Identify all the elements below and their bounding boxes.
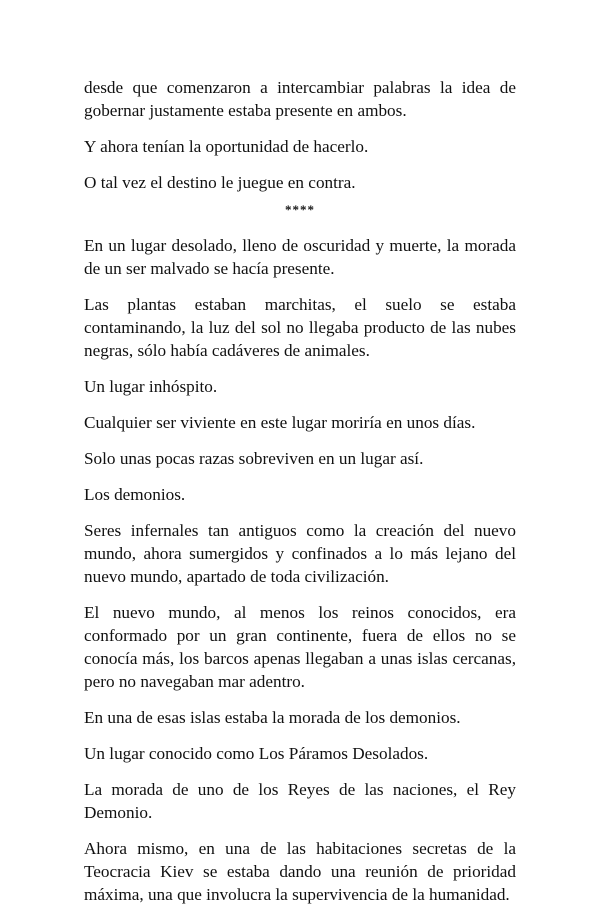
paragraph: Y ahora tenían la oportunidad de hacerlo.: [84, 137, 369, 156]
paragraph: Un lugar inhóspito.: [84, 377, 218, 396]
paragraph: Cualquier ser viviente en este lugar moriría en unos días.: [84, 413, 476, 432]
paragraph: Ahora mismo, en una de las habitaciones secretas de la Teocracia Kiev se estaba dando una reunión de prioridad máxima, una que involucra la supervivencia de la humanidad.: [84, 839, 516, 904]
scene-separator: ****: [285, 202, 315, 217]
paragraph: O tal vez el destino le juegue en contra.: [84, 173, 356, 192]
paragraph: En un lugar desolado, lleno de oscuridad y muerte, la morada de un ser malvado se hacía presente.: [84, 236, 516, 278]
paragraph: Un lugar conocido como Los Páramos Desolados.: [84, 744, 429, 763]
paragraph: Seres infernales tan antiguos como la creación del nuevo mundo, ahora sumergidos y confinados a lo más lejano del nuevo mundo, apartado de toda civilización.: [84, 521, 516, 586]
paragraph: El nuevo mundo, al menos los reinos conocidos, era conformado por un gran continente, fuera de ellos no se conocía más, los barcos apenas llegaban a unas islas cercanas, pero no navegaban mar adentro.: [84, 603, 516, 691]
paragraph: La morada de uno de los Reyes de las naciones, el Rey Demonio.: [84, 780, 516, 822]
paragraph: desde que comenzaron a intercambiar palabras la idea de gobernar justamente estaba presente en ambos.: [84, 78, 516, 120]
paragraph: Solo unas pocas razas sobreviven en un lugar así.: [84, 449, 424, 468]
document-page: [84, 76, 516, 919]
paragraph: En una de esas islas estaba la morada de los demonios.: [84, 708, 461, 727]
paragraph: Las plantas estaban marchitas, el suelo se estaba contaminando, la luz del sol no llegaba producto de las nubes negras, sólo había cadáveres de animales.: [84, 295, 516, 360]
paragraph: Los demonios.: [84, 485, 186, 504]
